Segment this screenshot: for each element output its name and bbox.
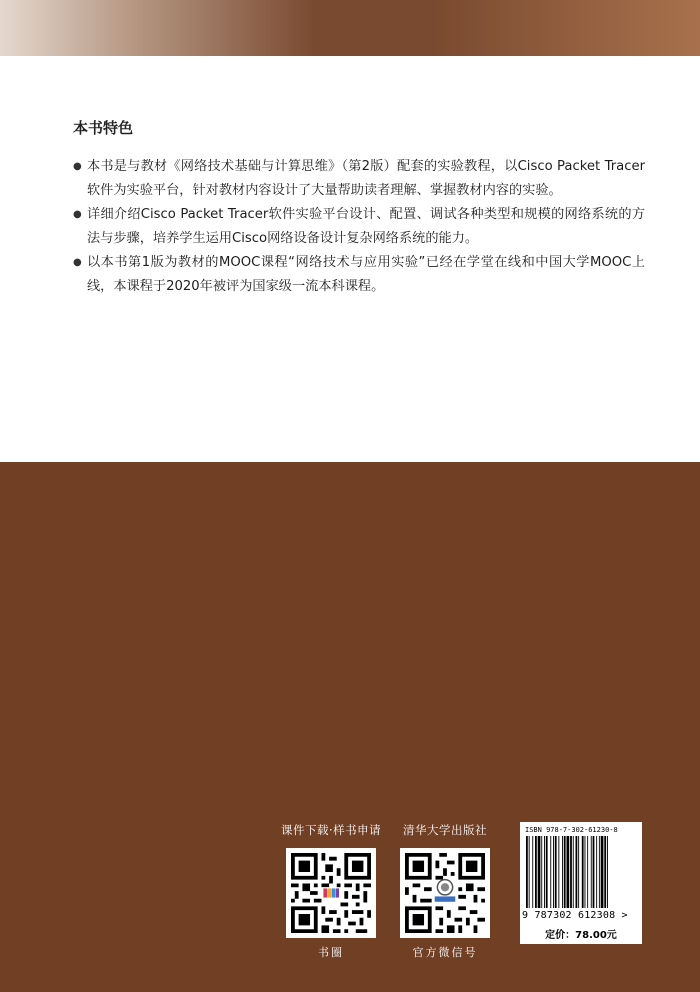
feature-item	[73, 251, 645, 299]
price-label: 定价：78.00元	[545, 930, 617, 941]
barcode-stripe	[529, 836, 530, 908]
qr-caption: 书圈	[318, 946, 344, 959]
barcode-stripe	[544, 836, 545, 908]
barcode-stripe	[593, 836, 595, 908]
qr-title: 课件下载·样书申请	[281, 823, 382, 837]
qr-code-icon	[291, 853, 371, 933]
bullet-icon: ●	[73, 161, 82, 172]
barcode-stripe	[555, 836, 557, 908]
bullet-icon: ●	[73, 209, 82, 220]
qr-title: 清华大学出版社	[403, 823, 487, 837]
barcode-stripe	[541, 836, 542, 908]
barcode-stripe	[546, 836, 548, 908]
barcode-stripe	[582, 836, 584, 908]
barcode-stripe	[587, 836, 588, 908]
isbn-barcode-card	[520, 822, 642, 944]
qr-block-courseware	[281, 822, 381, 960]
feature-list	[73, 155, 645, 299]
barcode-stripe	[538, 836, 541, 908]
barcode-stripe	[576, 836, 578, 908]
bullet-icon: ●	[73, 257, 82, 268]
isbn-text: ISBN 978-7-302-61230-8	[525, 826, 618, 834]
barcode-stripe	[550, 836, 551, 908]
barcode-stripe	[591, 836, 592, 908]
barcode-stripe	[596, 836, 597, 908]
ean-digits: 9 787302 612308 >	[522, 910, 628, 921]
barcode-stripe	[604, 836, 606, 908]
barcode-stripe	[585, 836, 586, 908]
barcode-stripe	[601, 836, 604, 908]
barcode-stripe	[570, 836, 572, 908]
barcode-stripe	[599, 836, 600, 908]
top-color-band	[0, 0, 700, 56]
feature-item	[73, 203, 645, 251]
barcode-stripe	[564, 836, 566, 908]
qr-block-publisher	[395, 822, 495, 960]
barcode-stripe	[607, 836, 608, 908]
section-title: 本书特色	[73, 119, 134, 137]
barcode-stripe	[535, 836, 537, 908]
feature-text: 以本书第1版为教材的MOOC课程“网络技术与应用实验”已经在学堂在线和中国大学MOOC上线，本课程于2020年被评为国家级一流本科课程。	[87, 255, 645, 294]
barcode-stripe	[558, 836, 559, 908]
barcode-stripe	[578, 836, 579, 908]
barcode-stripe	[553, 836, 554, 908]
feature-text: 详细介绍Cisco Packet Tracer软件实验平台设计、配置、调试各种类型和规模的网络系统的方法与步骤，培养学生运用Cisco网络设备设计复杂网络系统的能力。	[87, 207, 645, 246]
qr-code-image	[400, 848, 490, 938]
barcode-stripe	[526, 836, 528, 908]
barcode-stripe	[573, 836, 574, 908]
barcode-icon	[526, 836, 636, 908]
qr-caption: 官方微信号	[412, 946, 478, 959]
qr-code-image	[286, 848, 376, 938]
qr-code-icon	[405, 853, 485, 933]
feature-item	[73, 155, 645, 203]
barcode-stripe	[532, 836, 533, 908]
barcode-stripe	[567, 836, 570, 908]
barcode-stripe	[562, 836, 563, 908]
feature-text: 本书是与教材《网络技术基础与计算思维》（第2版）配套的实验教程，以Cisco Packet Tracer软件为实验平台，针对教材内容设计了大量帮助读者理解、掌握教材内容的实验。	[87, 159, 645, 198]
